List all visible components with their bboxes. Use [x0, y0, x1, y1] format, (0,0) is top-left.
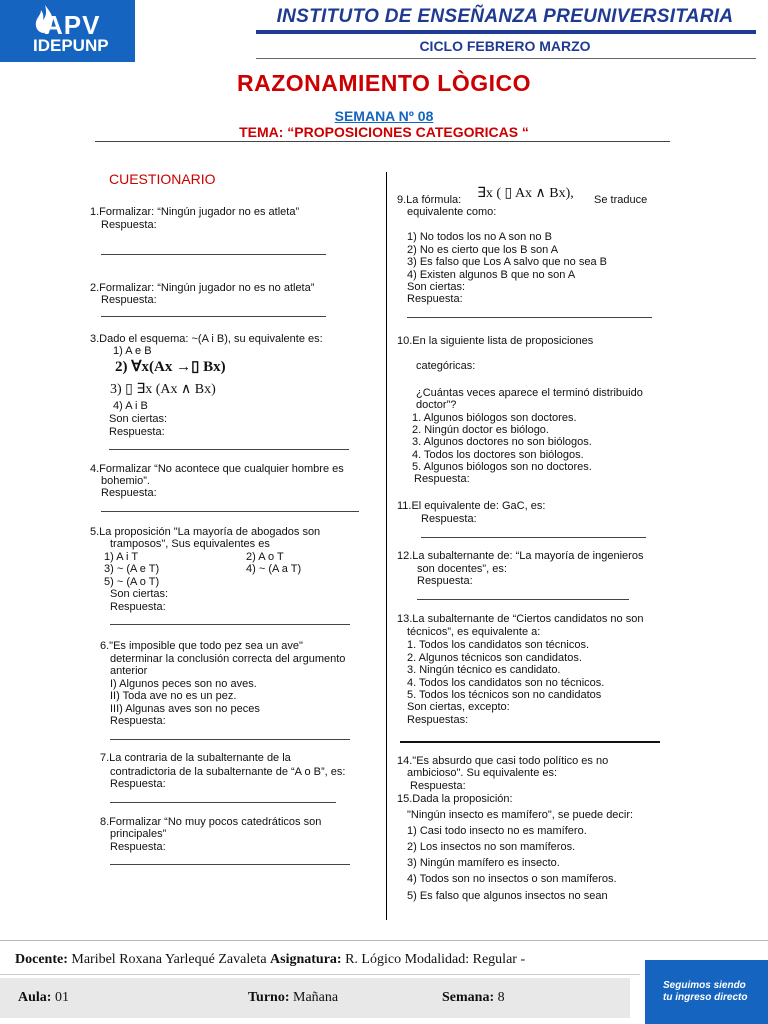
question-9-cont: equivalente como:	[407, 206, 497, 218]
answer-label: Respuesta:	[110, 841, 166, 853]
option-formula: 2) ∀x(Ax →▯ Bx)	[115, 359, 226, 375]
semana-value: 8	[497, 990, 505, 1005]
option: 1) Casi todo insecto no es mamífero.	[407, 825, 587, 837]
option: 5. Todos los técnicos son no candidatos	[407, 689, 602, 701]
question-15-cont: "Ningún insecto es mamífero", se puede decir:	[407, 809, 634, 821]
answer-line	[110, 624, 350, 625]
option: 1) A i T	[104, 551, 139, 563]
option: 1. Algunos biólogos son doctores.	[412, 412, 577, 424]
institute-name: INSTITUTO DE ENSEÑANZA PREUNIVERSITARIA	[276, 6, 734, 27]
option: 1. Todos los candidatos son técnicos.	[407, 639, 590, 651]
certain-label: Son ciertas:	[109, 413, 168, 425]
answer-line	[101, 511, 359, 512]
question-13: 13.La subalternante de “Ciertos candidatos no son	[397, 613, 644, 625]
answer-label: Respuesta:	[417, 575, 473, 587]
teacher-name: Maribel Roxana Yarlequé Zavaleta	[71, 952, 267, 967]
cycle-name: CICLO FEBRERO MARZO	[419, 38, 591, 54]
option: 2) No es cierto que los B son A	[407, 244, 559, 256]
footer-rule	[0, 940, 768, 941]
question-13-cont: técnicos”, es equivalente a:	[407, 626, 541, 638]
question-15: 15.Dada la proposición:	[397, 793, 513, 805]
question-10-cont: doctor”?	[416, 399, 457, 411]
answer-line	[110, 802, 336, 803]
slogan-line-2: tu ingreso directo	[663, 992, 748, 1003]
semana-label: Semana:	[442, 990, 495, 1005]
footer-teacher-line	[15, 952, 525, 968]
option: 2. Algunos técnicos son candidatos.	[407, 652, 582, 664]
questionnaire-heading: CUESTIONARIO	[109, 171, 216, 187]
option: 1) A e B	[113, 345, 152, 357]
question-3: 3.Dado el esquema: ~(A i B), su equivalente es:	[90, 333, 323, 345]
question-10: 10.En la siguiente lista de proposiciones	[397, 335, 594, 347]
question-10-cont: categóricas:	[416, 360, 476, 372]
option: 3) Ningún mamífero es insecto.	[407, 857, 560, 869]
option: 5) ~ (A o T)	[104, 576, 160, 588]
option: 5. Algunos biólogos son no doctores.	[412, 461, 592, 473]
answer-line	[421, 537, 646, 538]
footer-semana	[442, 990, 505, 1006]
week-label: SEMANA Nº 08	[334, 108, 434, 124]
header-divider	[256, 58, 756, 59]
question-5: 5.La proposición "La mayoría de abogados son	[90, 526, 321, 538]
answer-label: Respuesta:	[414, 473, 470, 485]
option-formula: 3) ▯ ∃x (Ax ∧ Bx)	[110, 382, 216, 397]
option: 2. Ningún doctor es biólogo.	[412, 424, 549, 436]
option: 4) ~ (A a T)	[246, 563, 302, 575]
option: 4. Todos los doctores son biólogos.	[412, 449, 584, 461]
answer-label: Respuestas:	[407, 714, 469, 726]
question-2: 2.Formalizar: “Ningún jugador no es no atleta”	[90, 282, 315, 294]
question-9: 9.La fórmula:	[397, 194, 462, 206]
question-12-cont: son docentes”, es:	[417, 563, 507, 575]
option: 3. Algunos doctores no son biólogos.	[412, 436, 592, 448]
question-6-cont: anterior	[110, 665, 148, 677]
header-band	[256, 30, 756, 34]
answer-label: Respuesta:	[101, 219, 157, 231]
question-6: 6."Es imposible que todo pez sea un ave"	[100, 640, 303, 652]
question-14-cont: ambicioso". Su equivalente es:	[407, 767, 558, 779]
answer-label: Respuesta:	[101, 294, 157, 306]
question-8-cont: principales”	[110, 828, 167, 840]
formula: ∃x ( ▯ Ax ∧ Bx),	[477, 186, 574, 201]
logo	[0, 0, 135, 62]
answer-label: Respuesta:	[407, 293, 463, 305]
aula-value: 01	[54, 990, 69, 1005]
option: 4) A i B	[113, 400, 148, 412]
option: 1) No todos los no A son no B	[407, 231, 552, 243]
question-9-cont: Se traduce	[594, 194, 648, 206]
answer-label: Respuesta:	[110, 601, 166, 613]
footer-aula	[18, 990, 69, 1006]
question-5-cont: tramposos", Sus equivalentes es	[110, 538, 270, 550]
answer-line	[417, 599, 629, 600]
certain-label: Son ciertas:	[407, 281, 466, 293]
option: 3) ~ (A e T)	[104, 563, 160, 575]
answer-line	[101, 316, 326, 317]
option: 4) Todos son no insectos o son mamíferos.	[407, 873, 617, 885]
question-4-cont: bohemio”.	[101, 475, 150, 487]
logo-idepunp-text: IDEPUNP	[33, 36, 109, 55]
answer-label: Respuesta:	[110, 778, 166, 790]
answer-label: Respuesta:	[101, 487, 157, 499]
answer-line	[101, 254, 326, 255]
question-4: 4.Formalizar “No acontece que cualquier hombre es	[90, 463, 344, 475]
option: 4) Existen algunos B que no son A	[407, 269, 576, 281]
footer-divider	[0, 974, 640, 975]
answer-line	[407, 317, 652, 318]
question-14: 14."Es absurdo que casi todo político es no	[397, 755, 609, 767]
slogan-badge	[645, 960, 768, 1024]
certain-label: Son ciertas, excepto:	[407, 701, 510, 713]
option: III) Algunas aves son no peces	[110, 703, 260, 715]
question-12: 12.La subalternante de: “La mayoría de ingenieros	[397, 550, 644, 562]
option: 2) A o T	[246, 551, 284, 563]
option: 3) Es falso que Los A salvo que no sea B	[407, 256, 607, 268]
certain-label: Son ciertas:	[110, 588, 169, 600]
answer-line	[109, 449, 349, 450]
subject-label: Asignatura:	[270, 952, 342, 967]
answer-label: Respuesta:	[110, 715, 166, 727]
footer-turno	[248, 990, 338, 1006]
topic-label: TEMA: “PROPOSICIONES CATEGORICAS “	[239, 124, 529, 140]
turno-value: Mañana	[293, 990, 339, 1005]
column-divider	[386, 172, 387, 920]
answer-label: Respuesta:	[109, 426, 165, 438]
option: I) Algunos peces son no aves.	[110, 678, 257, 690]
answer-label: Respuesta:	[421, 513, 477, 525]
question-10-cont: ¿Cuántas veces aparece el terminó distribuido	[416, 387, 643, 399]
title-rule	[95, 141, 670, 142]
question-7-cont: contradictoria de la subalternante de “A o B”, es:	[110, 766, 346, 778]
answer-line	[110, 864, 350, 865]
subject-value: R. Lógico Modalidad: Regular -	[345, 952, 526, 967]
option: 4. Todos los candidatos son no técnicos.	[407, 677, 605, 689]
option: 3. Ningún técnico es candidato.	[407, 664, 561, 676]
question-6-cont: determinar la conclusión correcta del argumento	[110, 653, 346, 665]
question-8: 8.Formalizar “No muy pocos catedráticos son	[100, 816, 322, 828]
answer-line	[400, 741, 660, 743]
teacher-label: Docente:	[15, 952, 68, 967]
option: 2) Los insectos no son mamíferos.	[407, 841, 576, 853]
answer-line	[110, 739, 350, 740]
question-1: 1.Formalizar: “Ningún jugador no es atleta”	[90, 206, 300, 218]
question-11: 11.El equivalente de: GaC, es:	[397, 500, 546, 512]
answer-label: Respuesta:	[410, 780, 466, 792]
slogan-line-1: Seguimos siendo	[663, 980, 746, 991]
page-title: RAZONAMIENTO LÒGICO	[236, 70, 531, 96]
turno-label: Turno:	[248, 990, 290, 1005]
option: II) Toda ave no es un pez.	[110, 690, 237, 702]
logo-apv-text: APV	[44, 10, 101, 40]
option: 5) Es falso que algunos insectos no sean	[407, 890, 608, 902]
aula-label: Aula:	[18, 990, 52, 1005]
question-7: 7.La contraria de la subalternante de la	[100, 752, 291, 764]
